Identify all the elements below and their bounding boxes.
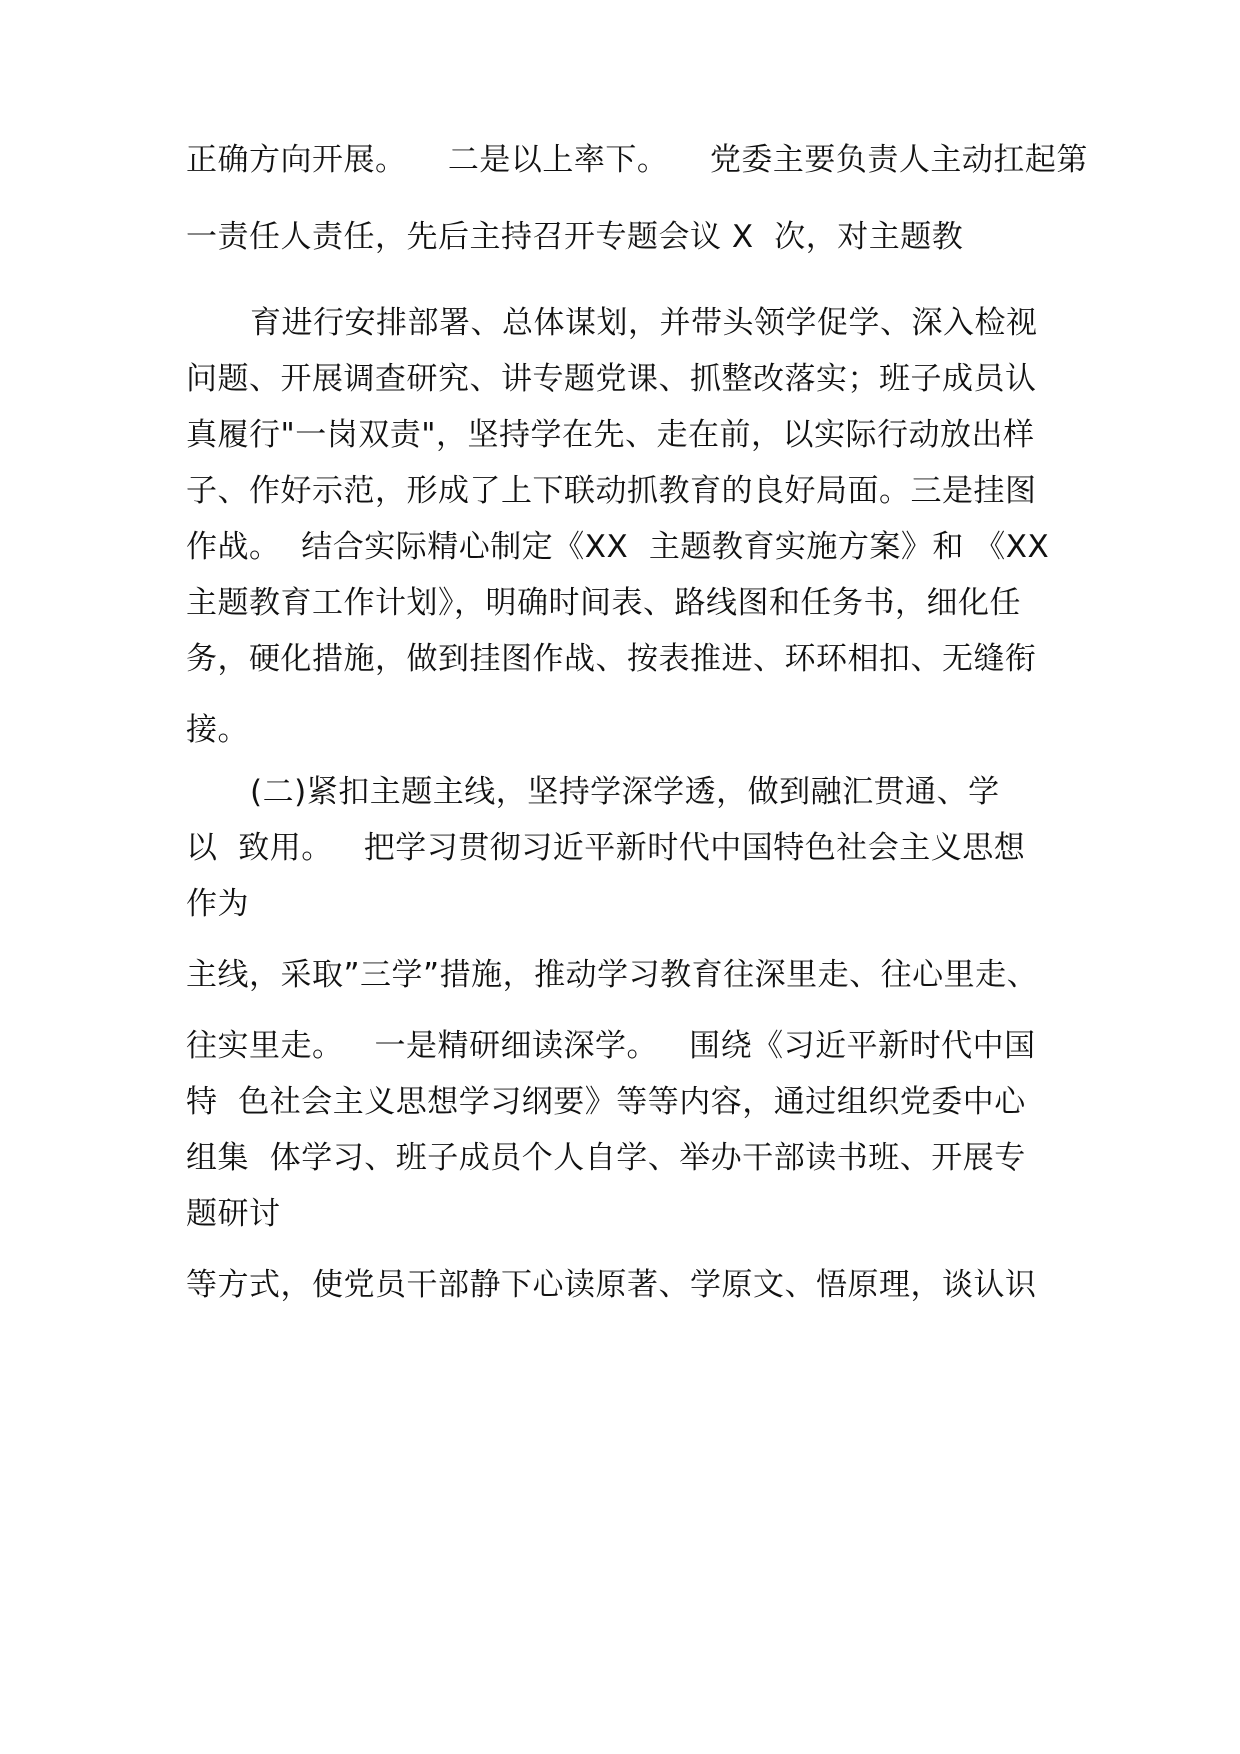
text-line: 特 色社会主义思想学习纲要》等等内容，通过组织党委中心 xyxy=(186,1084,1026,1120)
text-line: 真履行"一岗双责"，坚持学在先、走在前，以实际行动放出样 xyxy=(186,417,1035,453)
text-line: 主题教育工作计划》，明确时间表、路线图和任务书，细化任 xyxy=(186,585,1021,621)
text-line: 正确方向开展。 二是以上率下。 党委主要负责人主动扛起第 xyxy=(186,142,1088,178)
text-line: 问题、开展调查研究、讲专题党课、抓整改落实；班子成员认 xyxy=(186,361,1037,397)
text-line: 组集 体学习、班子成员个人自学、举办干部读书班、开展专 xyxy=(186,1140,1026,1176)
text-line: 往实里走。 一是精研细读深学。 围绕《习近平新时代中国 xyxy=(186,1028,1036,1064)
text-line: 作战。 结合实际精心制定《XX 主题教育实施方案》和 《XX xyxy=(186,529,1050,565)
text-line: 以 致用。 把学习贯彻习近平新时代中国特色社会主义思想 xyxy=(186,830,1026,866)
text-line: 育进行安排部署、总体谋划，并带头领学促学、深入检视 xyxy=(250,305,1038,341)
text-line: 一责任人责任，先后主持召开专题会议 X 次，对主题教 xyxy=(186,219,964,255)
text-line: 题研讨 xyxy=(186,1196,281,1232)
text-line: 务，硬化措施，做到挂图作战、按表推进、环环相扣、无缝衔 xyxy=(186,641,1037,677)
text-line: 主线，采取”三学”措施，推动学习教育往深里走、往心里走、 xyxy=(186,957,1039,993)
text-line: 子、作好示范，形成了上下联动抓教育的良好局面。三是挂图 xyxy=(186,473,1037,509)
section-heading: (二)紧扣主题主线，坚持学深学透，做到融汇贯通、学 xyxy=(250,774,1000,810)
text-line: 作为 xyxy=(186,886,249,922)
text-line: 接。 xyxy=(186,712,249,748)
text-line: 等方式，使党员干部静下心读原著、学原文、悟原理，谈认识 xyxy=(186,1267,1037,1303)
